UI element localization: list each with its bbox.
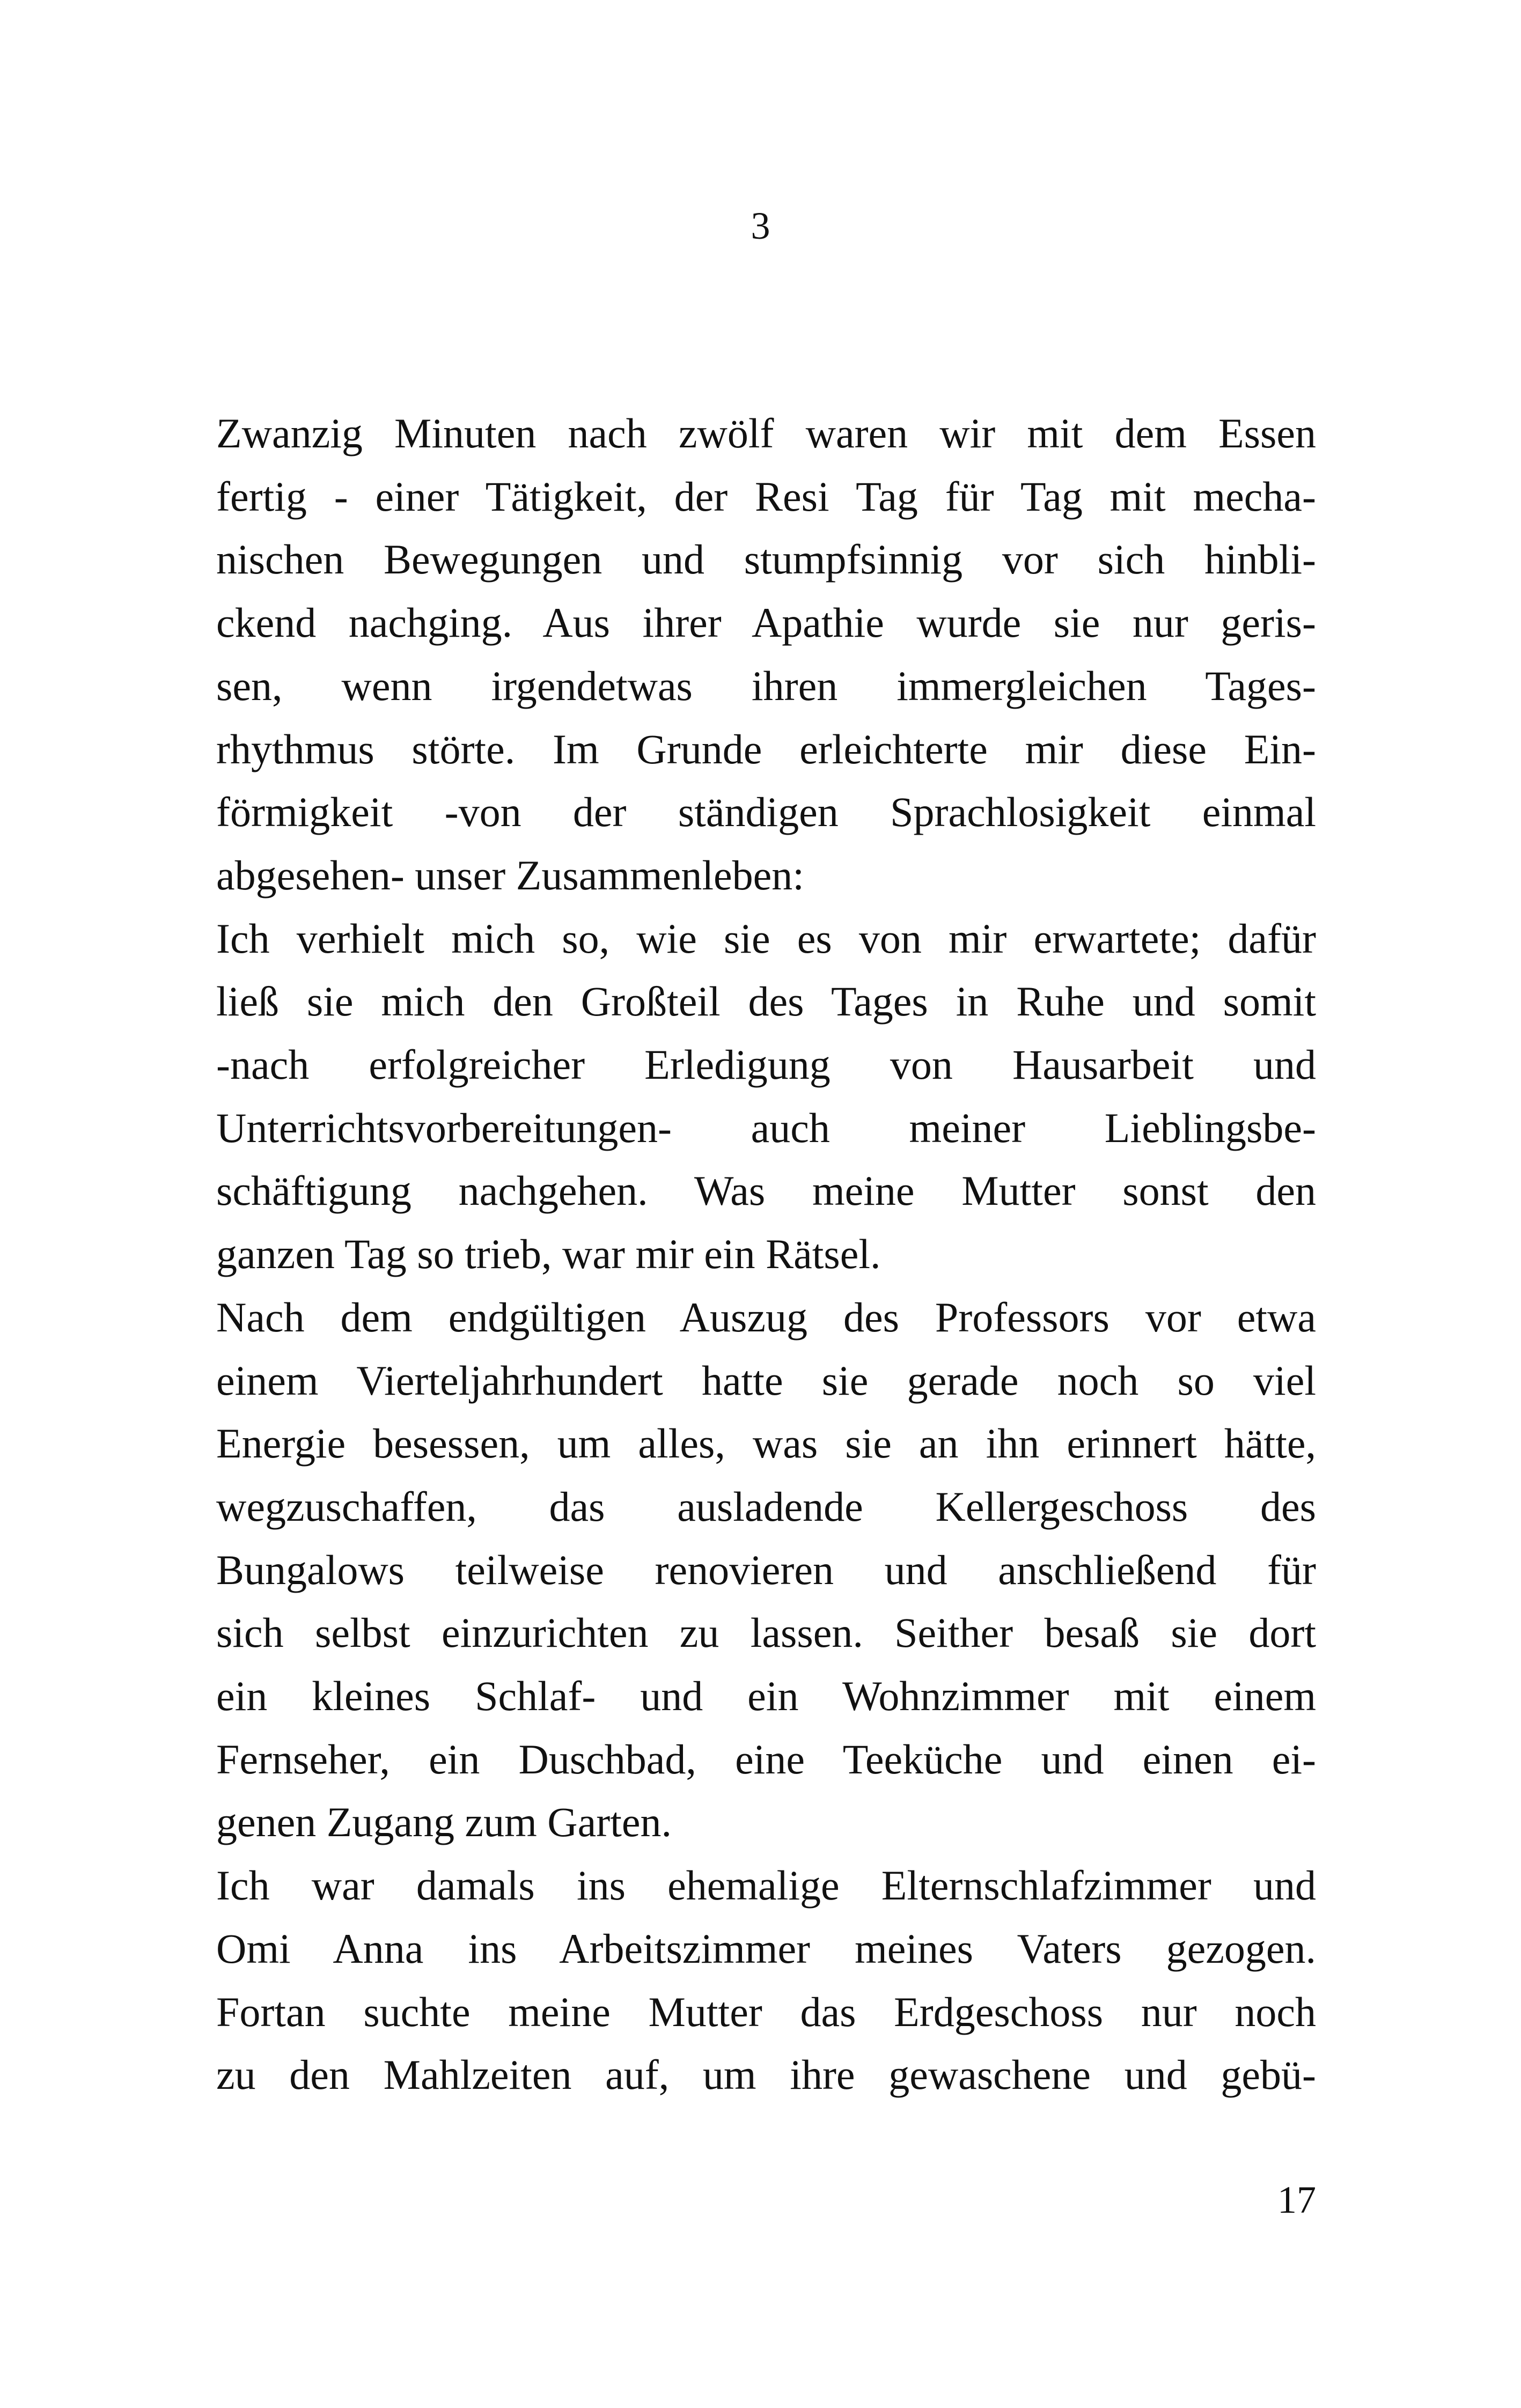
text-line: Fernseher, ein Duschbad, eine Teeküche und einen ei- [216, 1735, 1316, 1783]
text-line: Ich war damals ins ehemalige Elternschlafzimmer und [216, 1862, 1316, 1909]
text-line: -nach erfolgreicher Erledigung von Hausarbeit und [216, 1041, 1316, 1088]
text-line: Zwanzig Minuten nach zwölf waren wir mit dem Essen [216, 410, 1316, 456]
text-line: Nach dem endgültigen Auszug des Professors vor etwa [216, 1293, 1316, 1341]
text-line: sich selbst einzurichten zu lassen. Seither besaß sie dort [216, 1609, 1316, 1656]
chapter-number: 3 [751, 204, 770, 247]
text-line: schäftigung nachgehen. Was meine Mutter sonst den [216, 1167, 1316, 1214]
text-line: genen Zugang zum Garten. [216, 1799, 672, 1846]
text-line: sen, wenn irgendetwas ihren immergleichen Tages- [216, 662, 1316, 709]
text-line: Fortan suchte meine Mutter das Erdgeschoss nur noch [216, 1988, 1316, 2035]
body-text [216, 402, 1316, 2107]
text-line: zu den Mahlzeiten auf, um ihre gewaschene und gebü- [216, 2051, 1316, 2098]
text-line: Unterrichtsvorbereitungen- auch meiner Lieblingsbe- [216, 1104, 1316, 1151]
text-line: Energie besessen, um alles, was sie an ihn erinnert hätte, [216, 1420, 1316, 1467]
page-number: 17 [1277, 2178, 1316, 2221]
text-line: förmigkeit -von der ständigen Sprachlosigkeit einmal [216, 789, 1316, 836]
text-line: ganzen Tag so trieb, war mir ein Rätsel. [216, 1231, 881, 1278]
text-line: ein kleines Schlaf- und ein Wohnzimmer mit einem [216, 1673, 1316, 1720]
text-line: ließ sie mich den Großteil des Tages in Ruhe und somit [216, 978, 1316, 1025]
text-line: fertig - einer Tätigkeit, der Resi Tag für Tag mit mecha- [216, 473, 1316, 520]
text-line: rhythmus störte. Im Grunde erleichterte mir diese Ein- [216, 725, 1316, 772]
text-line: nischen Bewegungen und stumpfsinnig vor sich hinbli- [216, 536, 1316, 583]
text-line: Omi Anna ins Arbeitszimmer meines Vaters gezogen. [216, 1925, 1316, 1972]
text-line: abgesehen- unser Zusammenleben: [216, 851, 804, 899]
text-line: einem Vierteljahrhundert hatte sie gerade noch so viel [216, 1357, 1316, 1404]
text-line: Bungalows teilweise renovieren und anschließend für [216, 1546, 1316, 1593]
text-line: ckend nachging. Aus ihrer Apathie wurde sie nur geris- [216, 599, 1316, 646]
text-line: Ich verhielt mich so, wie sie es von mir erwartete; dafür [216, 915, 1316, 962]
text-line: wegzuschaffen, das ausladende Kellergeschoss des [216, 1483, 1316, 1530]
